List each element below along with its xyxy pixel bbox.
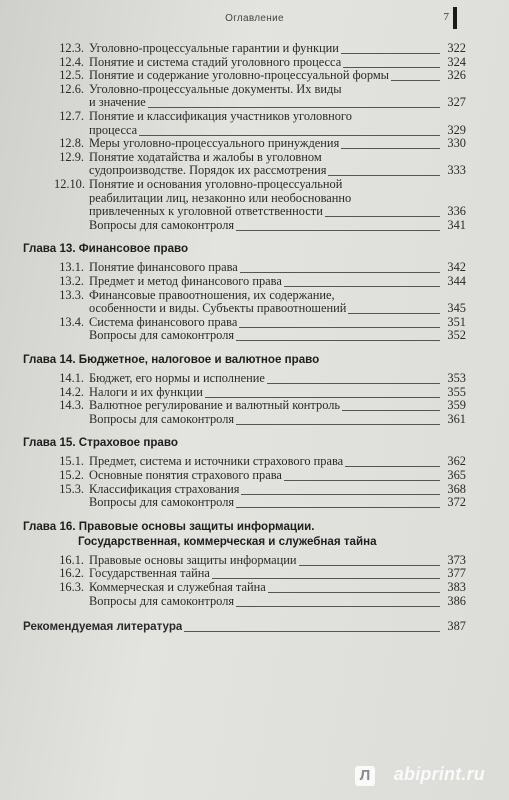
toc-entry[interactable] [0,316,509,330]
toc-entry[interactable] [0,261,509,275]
toc-entry-number: 12.6. [59,81,84,96]
toc-entry[interactable] [0,595,509,609]
toc-page-number: 326 [447,68,466,83]
toc-entry-title: Понятие ходатайства и жалобы в уголовном [89,150,322,164]
leader-line [299,565,440,566]
toc-entry-title: Коммерческая и служебная тайна [89,581,266,594]
toc-entry-title: Финансовые правоотношения, их содержание, [89,288,335,302]
toc-page-number: 368 [447,481,466,496]
page-header [0,13,509,33]
toc-page-number: 351 [447,314,466,329]
leader-line [239,327,440,328]
toc-page-number: 333 [447,163,466,178]
leader-line [345,466,440,467]
toc-final-entry[interactable] [0,620,509,634]
toc-entry-number: 14.3. [59,398,84,413]
toc-entry-title: особенности и виды. Субъекты правоотношений [89,302,347,316]
toc-page-number: 352 [447,328,466,343]
toc-entry[interactable] [0,455,509,469]
leader-line [236,230,440,231]
toc-entry-title: Понятие и система стадий уголовного процесса [89,55,342,69]
toc-entry-title: Валютное регулирование и валютный контроль [89,399,341,413]
leader-line [205,397,440,398]
toc-page-number: 344 [447,274,466,288]
toc-entry-title: Понятие и содержание уголовно-процессуальной формы [89,69,390,83]
toc-entry-number: 14.1. [59,371,84,385]
toc-page-number: 372 [447,495,466,510]
toc-page-number: 383 [447,580,466,594]
leader-line [236,606,440,607]
leader-line [184,631,440,632]
toc-entry[interactable] [0,329,509,343]
toc-entry-title: привлеченных к уголовной ответственности [89,205,323,219]
toc-entry-number: 16.3. [59,580,84,594]
toc-page-number: 386 [447,593,466,608]
toc-entry-number: 15.1. [59,454,84,469]
leader-line [342,410,440,411]
leader-line [148,107,440,108]
toc-entry-number: 13.2. [59,274,84,288]
toc-entry[interactable] [0,56,509,70]
page-number: 7 [443,11,449,23]
toc-page-number: 324 [447,54,466,69]
leader-line [284,480,440,481]
leader-line [391,80,440,81]
toc-entry-title: и значение [89,96,146,110]
toc-page-number: 362 [447,454,466,469]
leader-line [236,507,440,508]
leader-line [343,67,440,68]
chapter-heading: Государственная, коммерческая и служебная тайна [78,534,377,548]
toc-entry-number: 15.2. [59,468,84,482]
toc-page-number: 377 [447,566,466,581]
toc-entry-title: Вопросы для самоконтроля [89,412,235,426]
toc-entry[interactable] [0,386,509,400]
toc-entry-title: Основные понятия страхового права [89,469,282,482]
toc-entry-number: 13.1. [59,260,84,275]
chapter-heading: Глава 13. Финансовое право [23,242,189,256]
toc-page-number: 359 [447,398,466,413]
chapter-heading: Глава 15. Страховое право [23,436,178,450]
toc-page-number: 345 [447,301,466,316]
toc-page-number: 336 [447,204,466,219]
toc-entry-title: Вопросы для самоконтроля [89,496,235,510]
watermark-text: abiprint.ru [393,764,485,784]
toc-final-title: Рекомендуемая литература [23,620,183,634]
toc-entry-title: Понятие и классификация участников уголовного [89,110,352,123]
toc-entry-title: Понятие финансового права [89,261,238,275]
toc-entry-number: 12.10. [54,177,85,191]
toc-entry-title: реабилитации лиц, незаконно или необоснованно [89,191,352,205]
toc-page-number: 322 [447,41,466,55]
toc-entry[interactable] [0,581,509,595]
toc-entry-title: Предмет и метод финансового права [89,275,282,288]
toc-entry-number: 14.2. [59,384,84,399]
toc-entry-number: 12.5. [59,68,84,83]
toc-entry-number: 12.7. [59,109,84,123]
toc-entry[interactable] [0,483,509,497]
leader-line [240,272,440,273]
leader-line [139,135,440,136]
toc-entry[interactable] [0,110,509,137]
toc-entry[interactable] [0,554,509,568]
toc-entry-title: Правовые основы защиты информации [89,553,297,567]
toc-entry-number: 12.3. [59,41,84,55]
toc-entry[interactable] [0,137,509,151]
toc-entry[interactable] [0,275,509,289]
watermark-logo-icon: Л [355,766,375,786]
toc-entry[interactable] [0,413,509,427]
toc-page-number: 355 [447,384,466,399]
toc-entry-title: Уголовно-процессуальные гарантии и функции [89,42,339,55]
toc-entry[interactable] [0,69,509,83]
leader-line [341,53,440,54]
toc-entry-number: 16.2. [59,566,84,581]
leader-line [341,148,440,149]
toc-entry[interactable] [0,42,509,56]
toc-entry-title: Классификация страхования [89,482,240,496]
toc-entry-title: Бюджет, его нормы и исполнение [89,372,265,385]
leader-line [284,286,440,287]
running-head: Оглавление [225,13,284,24]
toc-entry[interactable] [0,496,509,510]
toc-entry-number: 12.4. [59,54,84,69]
toc-page-number: 327 [447,95,466,110]
toc-entry[interactable] [0,151,509,178]
toc-entry[interactable] [0,567,509,581]
toc-page-number: 329 [447,122,466,137]
toc-entry-title: Система финансового права [89,315,238,329]
leader-line [267,383,440,384]
toc-entry[interactable] [0,289,509,316]
leader-line [268,592,440,593]
toc-entry-number: 15.3. [59,481,84,496]
toc-entry-title: Вопросы для самоконтроля [89,594,235,608]
toc-entry-title: Вопросы для самоконтроля [89,329,235,343]
leader-line [348,313,440,314]
toc-entry-number: 12.9. [59,149,84,164]
toc-entry-title: Понятие и основания уголовно-процессуальной [89,178,343,191]
toc-entry-title: судопроизводстве. Порядок их рассмотрения [89,164,327,178]
toc-entry[interactable] [0,399,509,413]
toc-entry-title: Государственная тайна [89,567,210,581]
leader-line [325,216,440,217]
toc-entry[interactable] [0,83,509,110]
toc-entry[interactable] [0,219,509,233]
toc-entry-number: 12.8. [59,136,84,151]
toc-page-number: 341 [447,217,466,232]
leader-line [236,424,440,425]
toc-entry-title: Предмет, система и источники страхового права [89,455,344,469]
toc-page-number: 373 [447,552,466,567]
toc-page-number: 353 [447,371,466,385]
toc-entry[interactable] [0,372,509,386]
leader-line [241,494,440,495]
toc-page-number: 365 [447,468,466,482]
toc-entry[interactable] [0,469,509,483]
toc-entry-number: 16.1. [59,552,84,567]
toc-entry-title: Уголовно-процессуальные документы. Их виды [89,82,342,96]
toc-entry-title: Меры уголовно-процессуального принуждения [89,137,340,151]
chapter-heading: Глава 16. Правовые основы защиты информации. [23,519,315,533]
leader-line [236,340,440,341]
toc-entry-number: 13.3. [59,287,84,302]
toc-entry-title: Налоги и их функции [89,385,203,399]
chapter-heading: Глава 14. Бюджетное, налоговое и валютное право [23,353,320,366]
toc-page-number: 387 [447,619,466,634]
toc-page-number: 330 [447,136,466,151]
toc-page-number: 361 [447,411,466,426]
toc-entry-title: Вопросы для самоконтроля [89,218,235,232]
leader-line [212,578,440,579]
header-bar-mark [453,7,457,29]
toc-entry-number: 13.4. [59,314,84,329]
toc-entry-title: процесса [89,123,138,137]
toc-entry[interactable] [0,178,509,219]
toc-page-number: 342 [447,260,466,275]
leader-line [328,175,440,176]
